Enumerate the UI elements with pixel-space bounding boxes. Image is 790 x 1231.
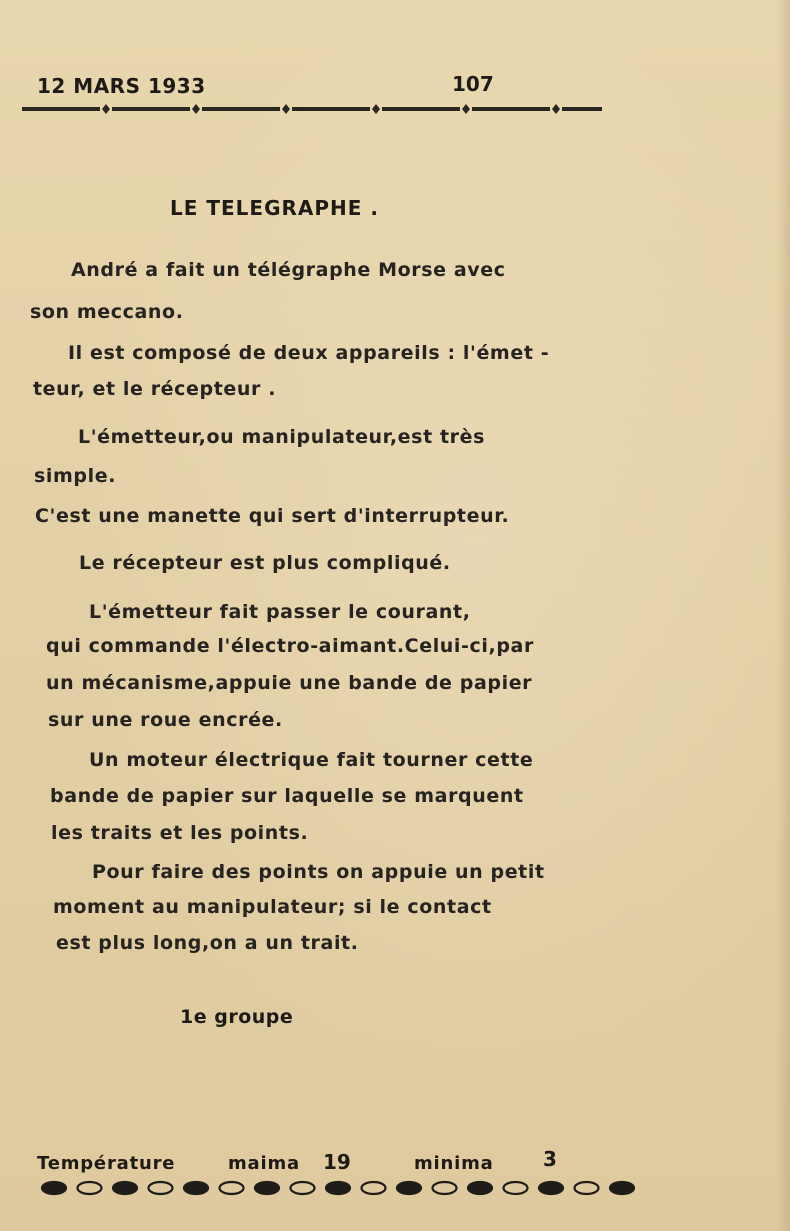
text-line-9: L'émetteur fait passer le courant, — [89, 601, 471, 623]
border-oval-filled — [539, 1182, 563, 1194]
border-dash — [472, 107, 550, 111]
text-line-8: Le récepteur est plus compliqué. — [79, 552, 451, 574]
border-oval-filled — [113, 1182, 137, 1194]
border-diamond — [372, 104, 380, 114]
border-oval-hollow — [362, 1182, 386, 1194]
border-oval-filled — [255, 1182, 279, 1194]
text-line-1: André a fait un télégraphe Morse avec — [71, 259, 506, 281]
bottom-decorative-border — [40, 1176, 640, 1200]
border-dash — [562, 107, 602, 111]
border-oval-filled — [468, 1182, 492, 1194]
border-diamond — [462, 104, 470, 114]
header-date: 12 MARS 1933 — [37, 74, 206, 98]
page-number: 107 — [452, 72, 494, 96]
paper-edge — [776, 0, 790, 1231]
border-diamond — [102, 104, 110, 114]
min-label: minima — [414, 1153, 494, 1174]
border-oval-filled — [184, 1182, 208, 1194]
border-diamond — [282, 104, 290, 114]
border-oval-hollow — [291, 1182, 315, 1194]
border-oval-filled — [42, 1182, 66, 1194]
border-oval-hollow — [433, 1182, 457, 1194]
border-oval-filled — [326, 1182, 350, 1194]
text-line-13: Un moteur électrique fait tourner cette — [89, 749, 534, 771]
text-line-17: moment au manipulateur; si le contact — [53, 896, 492, 918]
text-line-16: Pour faire des points on appuie un petit — [92, 861, 545, 883]
text-line-5: L'émetteur,ou manipulateur,est très — [78, 426, 486, 448]
border-dash — [292, 107, 370, 111]
border-diamond — [192, 104, 200, 114]
text-line-3: Il est composé de deux appareils : l'émet - — [68, 342, 550, 364]
border-oval-hollow — [149, 1182, 173, 1194]
border-oval-hollow — [575, 1182, 599, 1194]
max-value: 19 — [323, 1150, 351, 1174]
border-dash — [22, 107, 100, 111]
page-title: LE TELEGRAPHE . — [170, 196, 379, 220]
temperature-label: Température — [37, 1153, 176, 1174]
text-line-12: sur une roue encrée. — [48, 709, 283, 731]
text-line-11: un mécanisme,appuie une bande de papier — [46, 672, 533, 694]
max-label: maima — [228, 1153, 300, 1174]
text-line-18: est plus long,on a un trait. — [56, 932, 359, 954]
top-decorative-border — [20, 103, 610, 115]
min-value: 3 — [543, 1147, 557, 1171]
text-line-15: les traits et les points. — [51, 822, 309, 844]
border-dash — [112, 107, 190, 111]
border-dash — [382, 107, 460, 111]
border-oval-hollow — [504, 1182, 528, 1194]
text-line-7: C'est une manette qui sert d'interrupteur. — [35, 505, 510, 527]
border-dash — [202, 107, 280, 111]
text-line-14: bande de papier sur laquelle se marquent — [50, 785, 524, 807]
signature-group: 1e groupe — [180, 1006, 294, 1028]
border-oval-hollow — [78, 1182, 102, 1194]
text-line-10: qui commande l'électro-aimant.Celui-ci,par — [46, 635, 534, 657]
border-oval-hollow — [220, 1182, 244, 1194]
border-oval-filled — [610, 1182, 634, 1194]
border-oval-filled — [397, 1182, 421, 1194]
text-line-2: son meccano. — [30, 301, 184, 323]
border-diamond — [552, 104, 560, 114]
text-line-6: simple. — [34, 465, 117, 487]
text-line-4: teur, et le récepteur . — [33, 378, 277, 400]
